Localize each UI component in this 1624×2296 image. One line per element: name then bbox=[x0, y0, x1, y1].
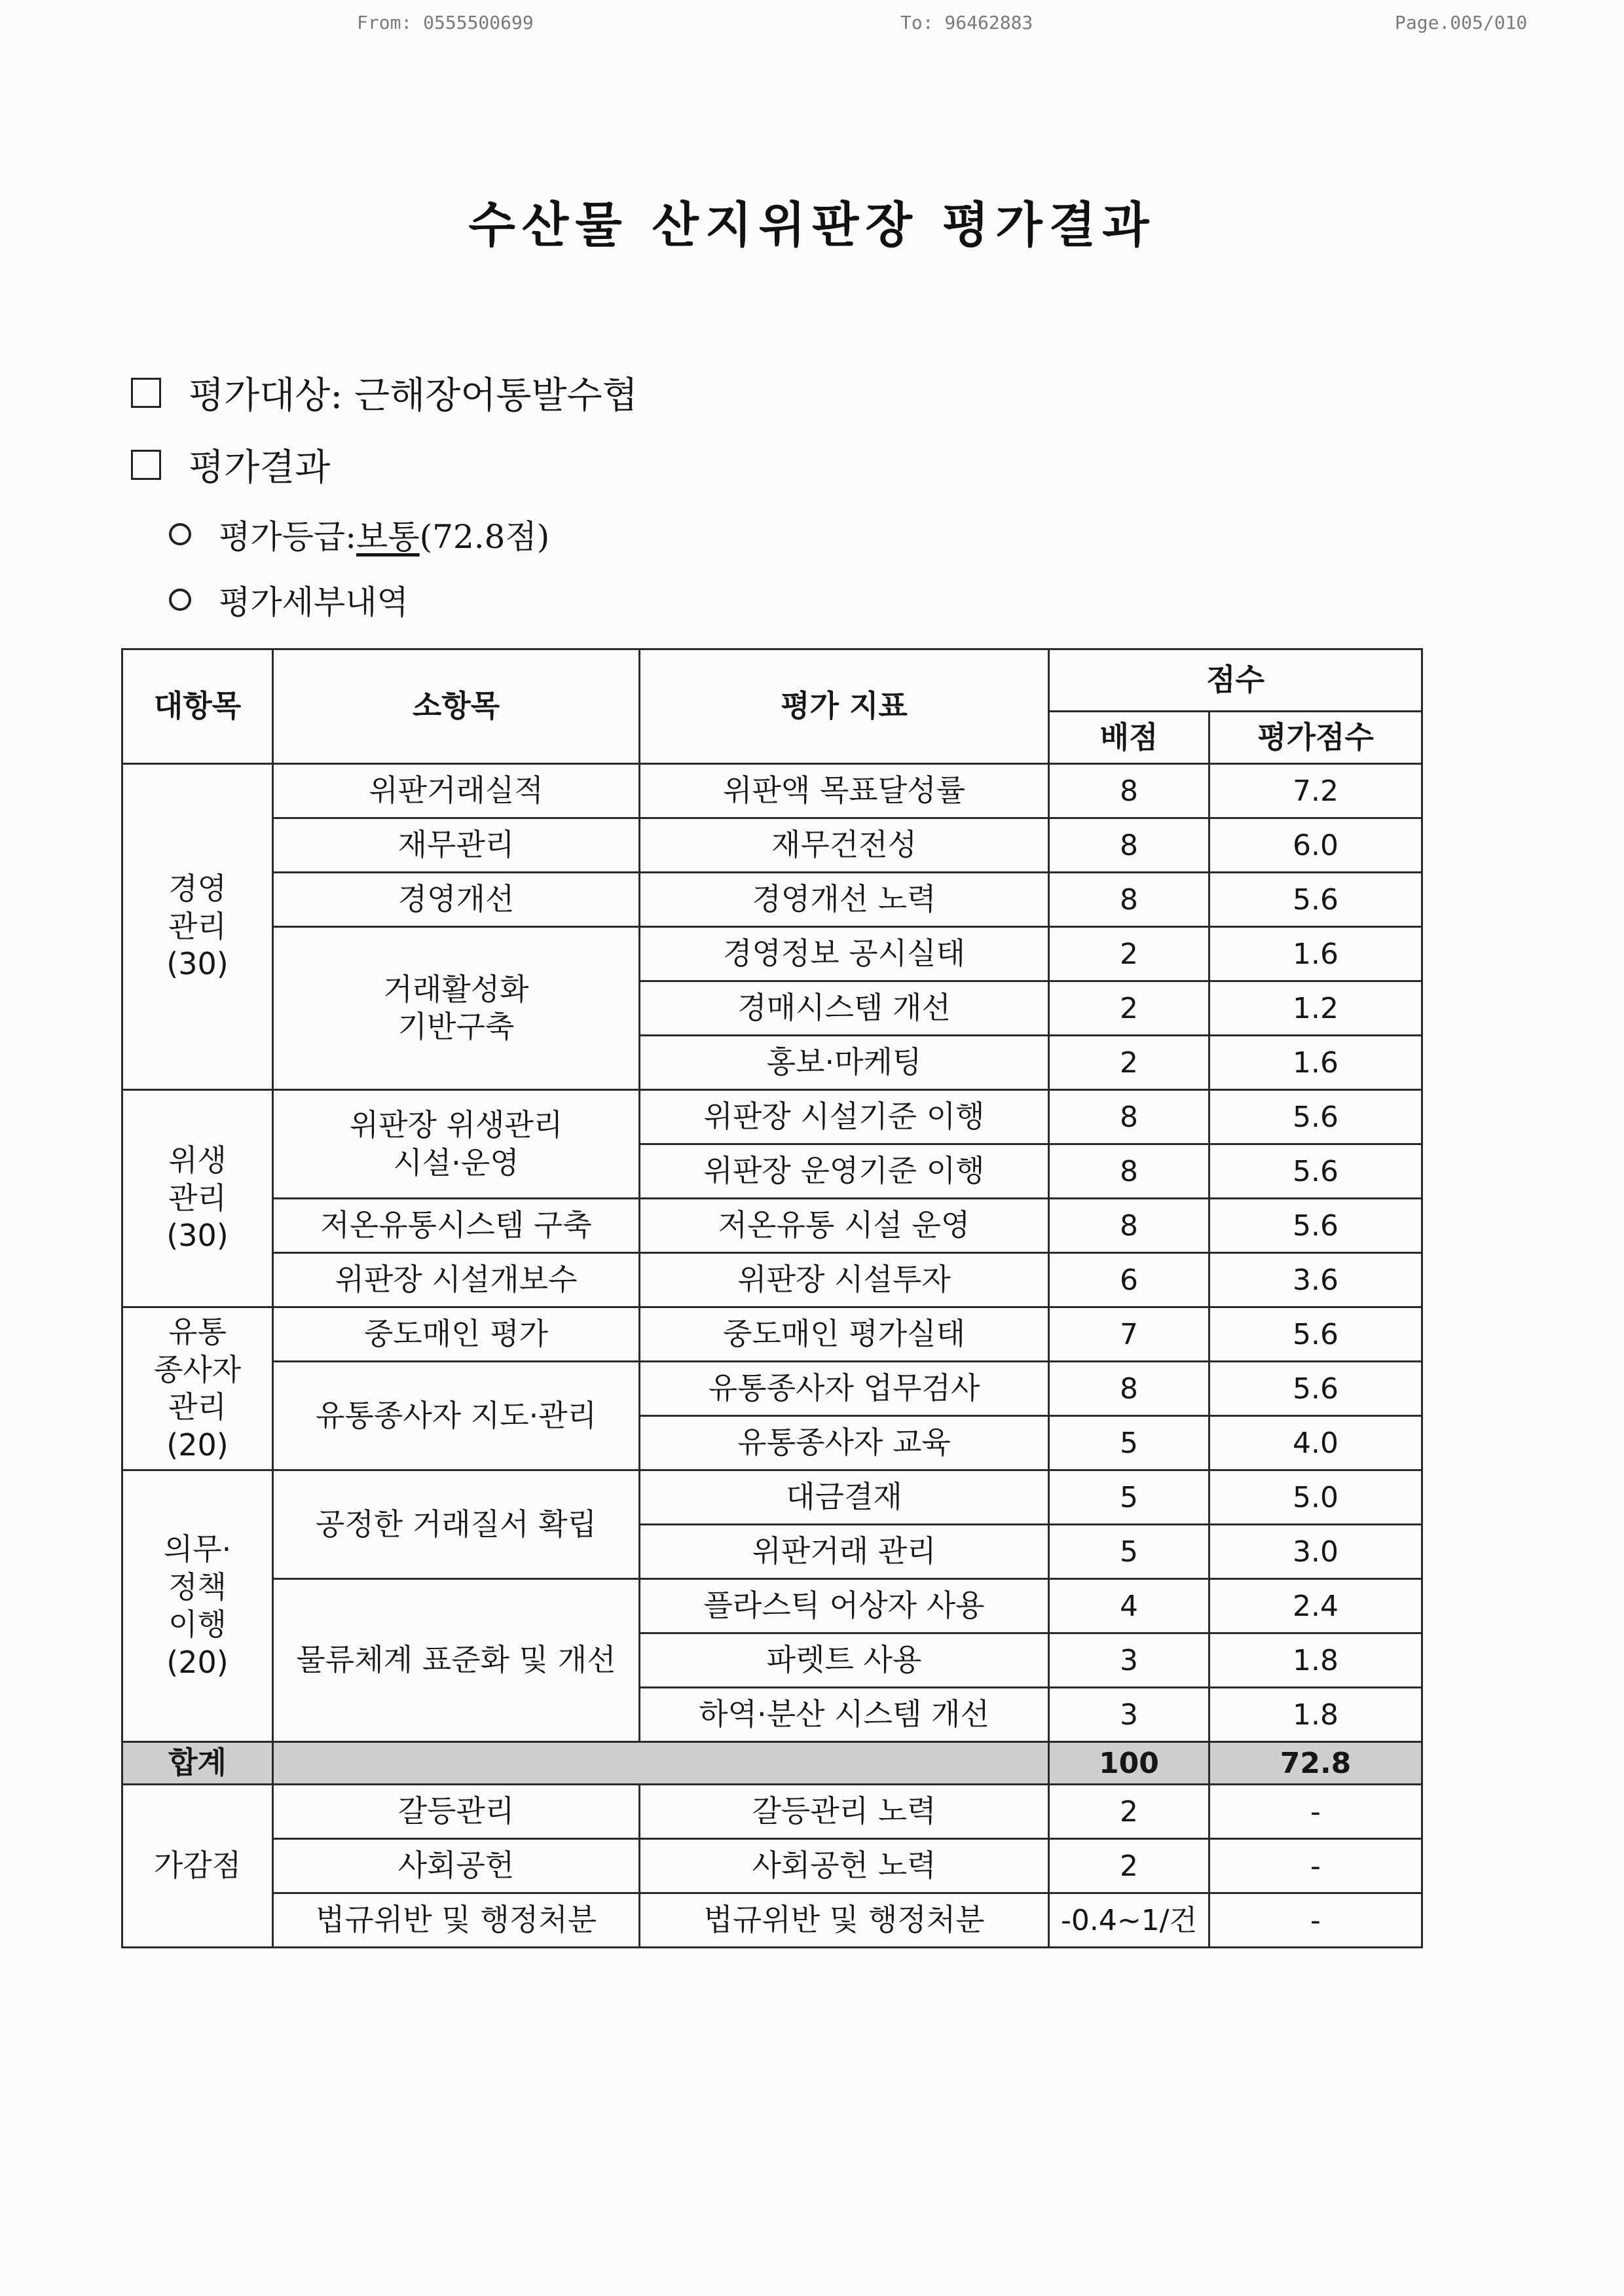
grade-score: (72.8점) bbox=[419, 518, 550, 556]
allotted-cell: 6 bbox=[1049, 1253, 1209, 1307]
table-row bbox=[122, 1307, 1422, 1362]
indicator-cell: 하역·분산 시스템 개선 bbox=[640, 1688, 1049, 1742]
bullet-circle-icon bbox=[169, 589, 191, 611]
allotted-cell: 8 bbox=[1049, 1199, 1209, 1253]
indicator-cell: 위판장 시설투자 bbox=[640, 1253, 1049, 1307]
major-item: 위생 관리 (30) bbox=[122, 1090, 273, 1307]
total-allotted: 100 bbox=[1049, 1742, 1209, 1785]
allotted-cell: 2 bbox=[1049, 1036, 1209, 1090]
indicator-cell: 경매시스템 개선 bbox=[640, 981, 1049, 1036]
bonus-indicator: 사회공헌 노력 bbox=[640, 1839, 1049, 1893]
minor-item: 위판장 위생관리 시설·운영 bbox=[273, 1090, 640, 1199]
score-cell: 5.6 bbox=[1209, 1307, 1422, 1362]
indicator-cell: 재무건전성 bbox=[640, 818, 1049, 873]
table-row bbox=[122, 818, 1422, 873]
bonus-indicator: 법규위반 및 행정처분 bbox=[640, 1893, 1049, 1948]
allotted-cell: 8 bbox=[1049, 818, 1209, 873]
table-row bbox=[122, 927, 1422, 981]
minor-item: 위판장 시설개보수 bbox=[273, 1253, 640, 1307]
bonus-sub: 법규위반 및 행정처분 bbox=[273, 1893, 640, 1948]
result-line bbox=[131, 439, 330, 491]
major-item: 의무· 정책 이행 (20) bbox=[122, 1470, 273, 1742]
checkbox-square-icon bbox=[131, 450, 161, 480]
indicator-cell: 위판장 운영기준 이행 bbox=[640, 1144, 1049, 1199]
bonus-score: - bbox=[1209, 1785, 1422, 1839]
total-label: 합계 bbox=[122, 1742, 273, 1785]
minor-item: 저온유통시스템 구축 bbox=[273, 1199, 640, 1253]
table-row bbox=[122, 1470, 1422, 1525]
indicator-cell: 저온유통 시설 운영 bbox=[640, 1199, 1049, 1253]
indicator-cell: 플라스틱 어상자 사용 bbox=[640, 1579, 1049, 1633]
score-cell: 1.6 bbox=[1209, 1036, 1422, 1090]
indicator-cell: 위판거래 관리 bbox=[640, 1525, 1049, 1579]
indicator-cell: 경영개선 노력 bbox=[640, 873, 1049, 927]
fax-page-number: Page.005/010 bbox=[1395, 12, 1528, 33]
bullet-circle-icon bbox=[169, 523, 191, 545]
bonus-row bbox=[122, 1785, 1422, 1839]
bonus-score: - bbox=[1209, 1839, 1422, 1893]
score-cell: 1.8 bbox=[1209, 1633, 1422, 1688]
details-line bbox=[169, 576, 409, 623]
header-eval-score: 평가점수 bbox=[1209, 712, 1422, 764]
allotted-cell: 2 bbox=[1049, 981, 1209, 1036]
bonus-indicator: 갈등관리 노력 bbox=[640, 1785, 1049, 1839]
minor-item: 유통종사자 지도·관리 bbox=[273, 1362, 640, 1470]
score-cell: 6.0 bbox=[1209, 818, 1422, 873]
score-cell: 3.6 bbox=[1209, 1253, 1422, 1307]
score-cell: 3.0 bbox=[1209, 1525, 1422, 1579]
score-cell: 1.6 bbox=[1209, 927, 1422, 981]
table-row bbox=[122, 1199, 1422, 1253]
bonus-allotted: 2 bbox=[1049, 1785, 1209, 1839]
header-allotted: 배점 bbox=[1049, 712, 1209, 764]
fax-to: To: 96462883 bbox=[900, 12, 1033, 33]
bonus-sub: 사회공헌 bbox=[273, 1839, 640, 1893]
fax-from: From: 0555500699 bbox=[357, 12, 534, 33]
score-cell: 5.6 bbox=[1209, 1144, 1422, 1199]
allotted-cell: 8 bbox=[1049, 1144, 1209, 1199]
allotted-cell: 8 bbox=[1049, 1362, 1209, 1416]
header-minor: 소항목 bbox=[273, 649, 640, 764]
score-cell: 7.2 bbox=[1209, 764, 1422, 818]
allotted-cell: 8 bbox=[1049, 873, 1209, 927]
indicator-cell: 경영정보 공시실태 bbox=[640, 927, 1049, 981]
indicator-cell: 위판장 시설기준 이행 bbox=[640, 1090, 1049, 1144]
score-cell: 2.4 bbox=[1209, 1579, 1422, 1633]
minor-item: 경영개선 bbox=[273, 873, 640, 927]
minor-item: 공정한 거래질서 확립 bbox=[273, 1470, 640, 1579]
minor-item: 거래활성화 기반구축 bbox=[273, 927, 640, 1090]
total-score: 72.8 bbox=[1209, 1742, 1422, 1785]
header-row bbox=[122, 649, 1422, 712]
allotted-cell: 3 bbox=[1049, 1688, 1209, 1742]
major-item: 유통 종사자 관리 (20) bbox=[122, 1307, 273, 1470]
allotted-cell: 2 bbox=[1049, 927, 1209, 981]
score-cell: 4.0 bbox=[1209, 1416, 1422, 1470]
bonus-score: - bbox=[1209, 1893, 1422, 1948]
allotted-cell: 4 bbox=[1049, 1579, 1209, 1633]
grade-line bbox=[169, 511, 549, 558]
table-row bbox=[122, 1362, 1422, 1416]
grade-label: 평가등급: bbox=[219, 518, 357, 556]
bonus-allotted: -0.4~1/건 bbox=[1049, 1893, 1209, 1948]
allotted-cell: 8 bbox=[1049, 764, 1209, 818]
target-line bbox=[131, 367, 638, 419]
allotted-cell: 8 bbox=[1049, 1090, 1209, 1144]
target-label: 평가대상: 근해장어통발수협 bbox=[189, 374, 638, 417]
minor-item: 물류체계 표준화 및 개선 bbox=[273, 1579, 640, 1742]
indicator-cell: 유통종사자 업무검사 bbox=[640, 1362, 1049, 1416]
bonus-row bbox=[122, 1893, 1422, 1948]
score-cell: 1.2 bbox=[1209, 981, 1422, 1036]
score-cell: 1.8 bbox=[1209, 1688, 1422, 1742]
header-score: 점수 bbox=[1049, 649, 1422, 712]
score-cell: 5.6 bbox=[1209, 1199, 1422, 1253]
header-indicator: 평가 지표 bbox=[640, 649, 1049, 764]
checkbox-square-icon bbox=[131, 378, 161, 408]
indicator-cell: 파렛트 사용 bbox=[640, 1633, 1049, 1688]
bonus-sub: 갈등관리 bbox=[273, 1785, 640, 1839]
table-row bbox=[122, 1579, 1422, 1633]
table-row bbox=[122, 764, 1422, 818]
indicator-cell: 대금결재 bbox=[640, 1470, 1049, 1525]
details-label: 평가세부내역 bbox=[219, 583, 409, 621]
score-cell: 5.6 bbox=[1209, 1090, 1422, 1144]
minor-item: 중도매인 평가 bbox=[273, 1307, 640, 1362]
minor-item: 위판거래실적 bbox=[273, 764, 640, 818]
grade-value: 보통 bbox=[356, 518, 420, 556]
table-row bbox=[122, 873, 1422, 927]
allotted-cell: 5 bbox=[1049, 1470, 1209, 1525]
score-cell: 5.6 bbox=[1209, 873, 1422, 927]
allotted-cell: 7 bbox=[1049, 1307, 1209, 1362]
score-cell: 5.0 bbox=[1209, 1470, 1422, 1525]
evaluation-table bbox=[121, 648, 1423, 1948]
major-item: 경영 관리 (30) bbox=[122, 764, 273, 1090]
table-row bbox=[122, 1253, 1422, 1307]
bonus-major: 가감점 bbox=[122, 1785, 273, 1948]
score-cell: 5.6 bbox=[1209, 1362, 1422, 1416]
allotted-cell: 3 bbox=[1049, 1633, 1209, 1688]
total-row bbox=[122, 1742, 1422, 1785]
header-major: 대항목 bbox=[122, 649, 273, 764]
allotted-cell: 5 bbox=[1049, 1525, 1209, 1579]
bonus-row bbox=[122, 1839, 1422, 1893]
table-row bbox=[122, 1090, 1422, 1144]
total-blank bbox=[273, 1742, 1049, 1785]
result-label: 평가결과 bbox=[189, 446, 331, 489]
allotted-cell: 5 bbox=[1049, 1416, 1209, 1470]
document-title: 수산물 산지위판장 평가결과 bbox=[468, 197, 1156, 253]
indicator-cell: 위판액 목표달성률 bbox=[640, 764, 1049, 818]
indicator-cell: 홍보·마케팅 bbox=[640, 1036, 1049, 1090]
indicator-cell: 중도매인 평가실태 bbox=[640, 1307, 1049, 1362]
minor-item: 재무관리 bbox=[273, 818, 640, 873]
bonus-allotted: 2 bbox=[1049, 1839, 1209, 1893]
indicator-cell: 유통종사자 교육 bbox=[640, 1416, 1049, 1470]
